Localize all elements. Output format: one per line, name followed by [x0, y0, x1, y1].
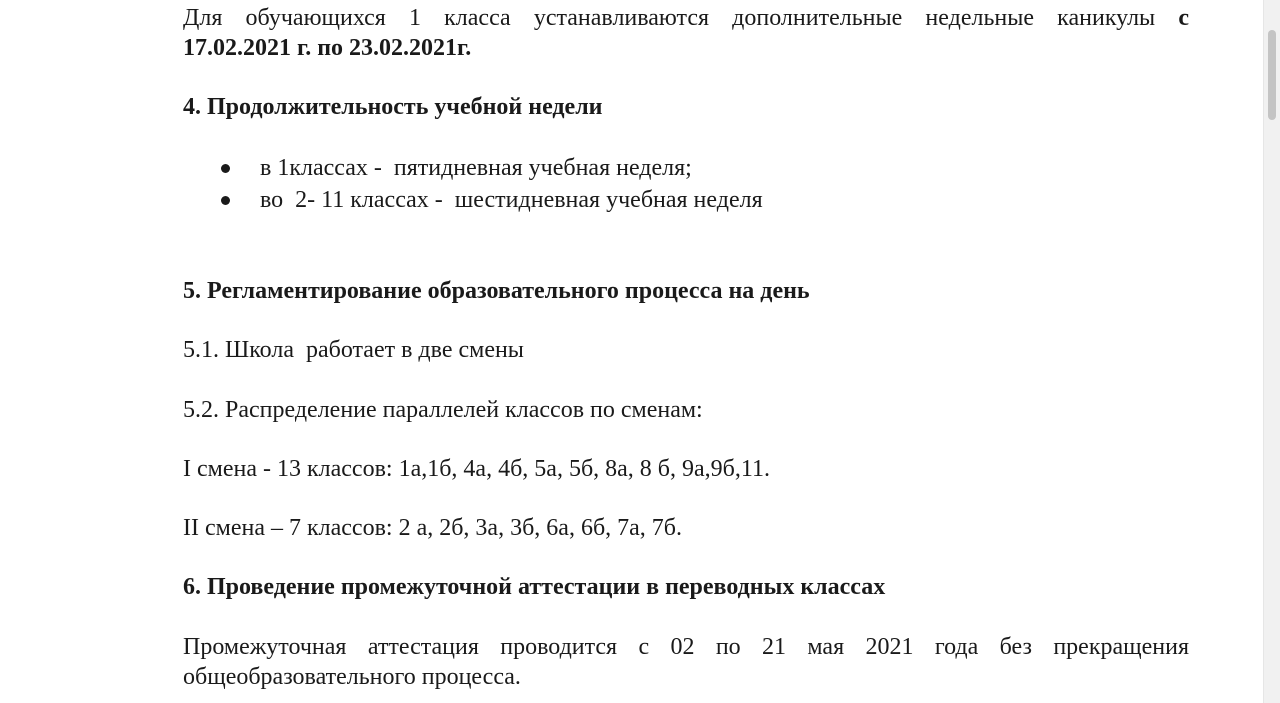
section-5-2: 5.2. Распределение параллелей классов по сменам:: [183, 397, 703, 423]
list-item-text: во 2- 11 классах - шестидневная учебная неделя: [260, 187, 763, 213]
bullet-icon: [221, 196, 230, 205]
vertical-scrollbar[interactable]: [1263, 0, 1280, 703]
scrollbar-thumb[interactable]: [1268, 30, 1276, 120]
section-4-heading: 4. Продолжительность учебной недели: [183, 94, 603, 120]
section-6-heading: 6. Проведение промежуточной аттестации в переводных классах: [183, 574, 886, 600]
list-item-text: в 1классах - пятидневная учебная неделя;: [260, 155, 692, 181]
shift-1-classes: I смена - 13 классов: 1а,1б, 4а, 4б, 5а, 5б, 8а, 8 б, 9а,9б,11.: [183, 456, 770, 482]
intro-dates: 17.02.2021 г. по 23.02.2021г.: [183, 35, 472, 61]
shift-2-classes: II смена – 7 классов: 2 а, 2б, 3а, 3б, 6а, 6б, 7а, 7б.: [183, 515, 683, 541]
section-6-paragraph-line-2: общеобразовательного процесса.: [183, 664, 521, 690]
section-5-heading: 5. Регламентирование образовательного процесса на день: [183, 278, 810, 304]
intro-line-1: [183, 4, 1189, 32]
section-5-1: 5.1. Школа работает в две смены: [183, 337, 524, 363]
intro-bold-tail: с: [1178, 5, 1190, 31]
bullet-icon: [221, 164, 230, 173]
section-6-paragraph-line-1: Промежуточная аттестация проводится с 02 по 21 мая 2021 года без прекращения: [183, 634, 1189, 660]
intro-text: Для обучающихся 1 класса устанавливаются дополнительные недельные каникулы: [183, 5, 1156, 31]
